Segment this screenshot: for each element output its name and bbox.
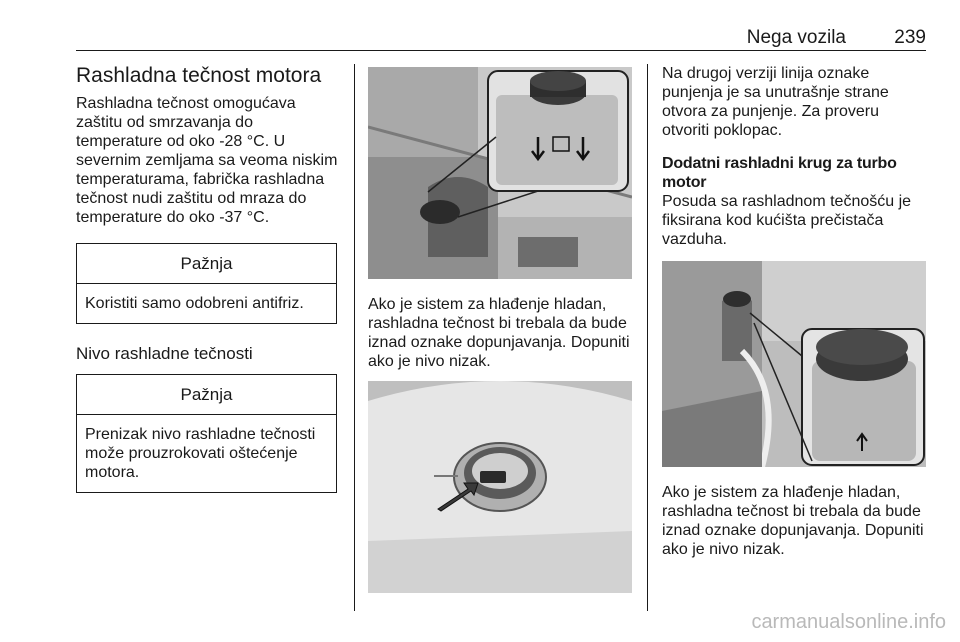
- filler-neck-level-mark-figure: [368, 381, 632, 593]
- engine-bay-coolant-tank-figure: [368, 67, 632, 279]
- column-2: [368, 64, 632, 593]
- figure-caption: Ako je sistem za hlađenje hladan, rashladna tečnost bi trebala da bude iznad oznake dopunjavanja. Dopuniti ako je nivo nizak.: [368, 296, 630, 370]
- column-3: [662, 64, 926, 559]
- warning-box-level: [76, 374, 337, 493]
- figure-caption: Ako je sistem za hlađenje hladan, rashladna tečnost bi trebala da bude iznad oznake dopunjavanja. Dopuniti ako je nivo nizak.: [662, 484, 924, 558]
- warning-heading: Pažnja: [77, 375, 336, 415]
- warning-text: Prenizak nivo rashladne tečnosti može prouzrokovati oštećenje motora.: [85, 426, 316, 481]
- watermark: carmanualsonline.info: [751, 611, 946, 633]
- turbo-coolant-reservoir-figure: [662, 261, 926, 467]
- intro-paragraph: Na drugoj verziji linija oznake punjenja je sa unutrašnje strane otvora za punjenje. Za proveru otvoriti poklopac.: [662, 65, 889, 139]
- section-heading: Rashladna tečnost motora: [76, 64, 322, 87]
- column-divider-1: [354, 64, 355, 611]
- section-title: Nega vozila: [746, 27, 846, 48]
- page-number: 239: [894, 27, 926, 48]
- intro-paragraph: Rashladna tečnost omogućava zaštitu od smrzavanja do temperature od oko -28 °C. U severnim zemljama sa veoma niskim temperaturama, fabrička rashladna tečnost nudi zaštitu od mraza do temperature do oko -37 °C.: [76, 95, 338, 226]
- turbo-cooling-heading: Dodatni rashladni krug za turbo motor: [662, 155, 897, 191]
- subheading-coolant-level: Nivo rashladne tečnosti: [76, 344, 253, 363]
- turbo-cooling-text: Posuda sa rashladnom tečnošću je fiksirana kod kućišta prečistača vazduha.: [662, 193, 912, 248]
- page-header: [76, 24, 926, 51]
- warning-heading: Pažnja: [77, 244, 336, 284]
- column-divider-2: [647, 64, 648, 611]
- warning-text: Koristiti samo odobreni antifriz.: [85, 295, 304, 312]
- warning-box-antifreeze: [76, 243, 337, 324]
- column-1: [76, 64, 341, 493]
